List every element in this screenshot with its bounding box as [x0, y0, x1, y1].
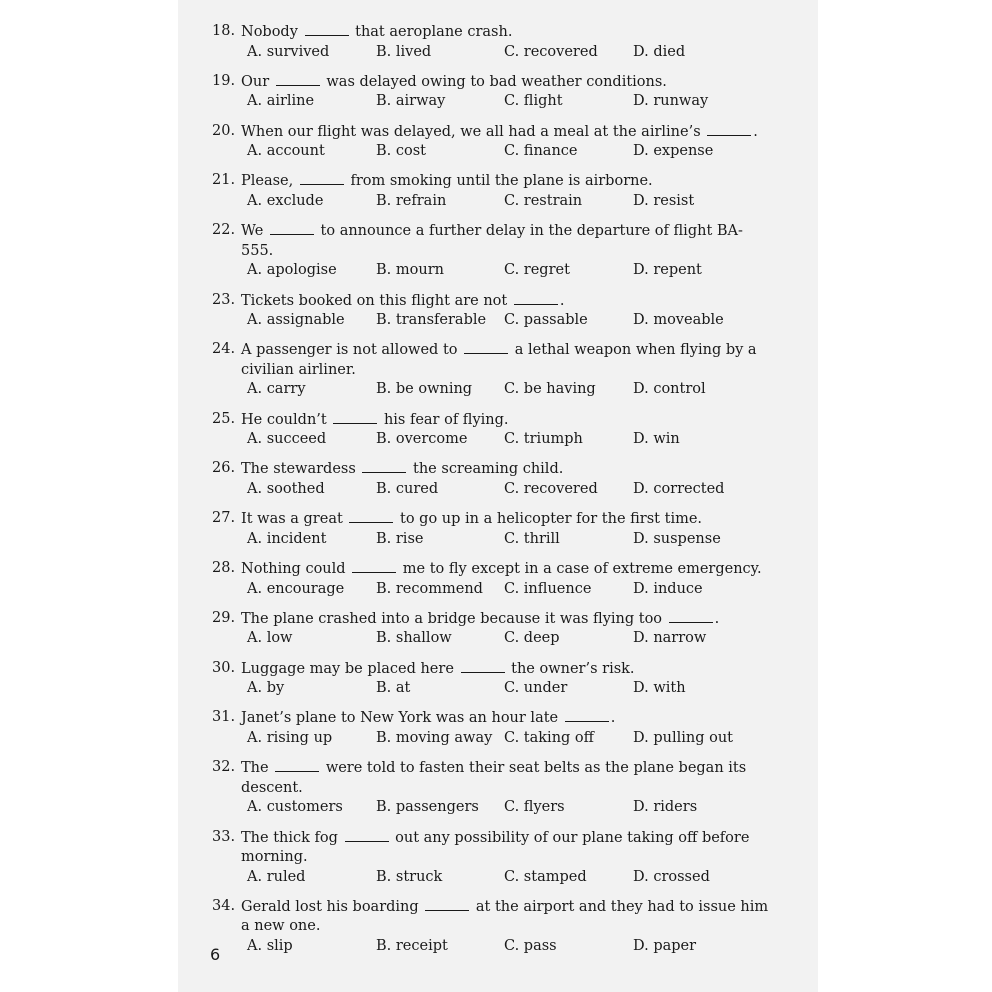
option-a[interactable]: A. ruled	[247, 868, 306, 885]
answer-blank[interactable]	[425, 897, 469, 911]
question-text: He couldn’t his fear of flying.	[241, 411, 509, 428]
question-24	[212, 340, 772, 400]
option-c[interactable]: C. deep	[504, 630, 560, 647]
option-d[interactable]: D. paper	[633, 938, 697, 955]
question-text: Janet’s plane to New York was an hour late .	[241, 710, 616, 727]
option-a[interactable]: A. soothed	[247, 481, 325, 498]
answer-blank[interactable]	[464, 340, 508, 354]
question-list	[212, 22, 772, 957]
option-b[interactable]: B. passengers	[376, 799, 479, 816]
option-b[interactable]: B. struck	[376, 868, 443, 885]
question-28	[212, 559, 772, 599]
question-text: We to announce a further delay in the departure of flight BA-555.	[241, 223, 743, 259]
question-number: 21.	[212, 172, 236, 189]
option-b[interactable]: B. cured	[376, 481, 439, 498]
option-c[interactable]: C. triumph	[504, 431, 583, 448]
answer-blank[interactable]	[461, 659, 505, 673]
option-a[interactable]: A. rising up	[247, 729, 333, 746]
answer-blank[interactable]	[349, 509, 393, 523]
option-b[interactable]: B. rise	[376, 530, 424, 547]
answer-blank[interactable]	[300, 171, 344, 185]
answer-blank[interactable]	[345, 828, 389, 842]
question-number: 33.	[212, 828, 236, 845]
option-c[interactable]: C. flyers	[504, 799, 565, 816]
answer-blank[interactable]	[275, 758, 319, 772]
answer-blank[interactable]	[276, 72, 320, 86]
option-b[interactable]: B. shallow	[376, 630, 452, 647]
question-21	[212, 171, 772, 211]
option-b[interactable]: B. lived	[376, 43, 432, 60]
question-text: The plane crashed into a bridge because it was flying too .	[241, 610, 720, 627]
answer-blank[interactable]	[514, 291, 558, 305]
answer-blank[interactable]	[565, 708, 609, 722]
option-d[interactable]: D. died	[633, 43, 686, 60]
option-d[interactable]: D. control	[633, 381, 706, 398]
question-text: Tickets booked on this flight are not .	[241, 292, 565, 309]
option-d[interactable]: D. crossed	[633, 868, 710, 885]
option-d[interactable]: D. induce	[633, 580, 703, 597]
option-a[interactable]: A. slip	[247, 938, 293, 955]
page-number: 6	[210, 945, 221, 964]
option-b[interactable]: B. at	[376, 680, 411, 697]
option-a[interactable]: A. apologise	[247, 262, 337, 279]
question-text: A passenger is not allowed to a lethal weapon when flying by a civilian airliner.	[241, 342, 757, 378]
option-c[interactable]: C. pass	[504, 938, 557, 955]
option-c[interactable]: C. passable	[504, 312, 588, 329]
question-text: The thick fog out any possibility of our plane taking off before morning.	[241, 829, 750, 866]
question-33	[212, 828, 772, 888]
option-c[interactable]: C. taking off	[504, 729, 594, 746]
option-c[interactable]: C. be having	[504, 381, 596, 398]
question-number: 18.	[212, 23, 236, 39]
option-d[interactable]: D. expense	[633, 143, 714, 160]
option-d[interactable]: D. runway	[633, 93, 709, 110]
question-number: 24.	[212, 341, 236, 358]
option-c[interactable]: C. under	[504, 680, 568, 697]
question-text: It was a great to go up in a helicopter for the first time.	[241, 511, 703, 528]
question-text: The stewardess the screaming child.	[241, 461, 564, 478]
question-text: Gerald lost his boarding at the airport and they had to issue him a new one.	[241, 898, 769, 935]
question-number: 29.	[212, 609, 236, 626]
answer-blank[interactable]	[270, 221, 314, 235]
option-a[interactable]: A. customers	[247, 799, 343, 816]
question-text: Luggage may be placed here the owner’s risk.	[241, 660, 635, 677]
question-18	[212, 22, 772, 62]
option-b[interactable]: B. refrain	[376, 192, 447, 209]
option-c[interactable]: C. restrain	[504, 192, 583, 209]
option-a[interactable]: A. by	[247, 680, 285, 697]
option-b[interactable]: B. be owning	[376, 381, 473, 398]
question-text: Please, from smoking until the plane is airborne.	[241, 173, 653, 190]
question-number: 27.	[212, 510, 236, 527]
option-a[interactable]: A. survived	[247, 43, 330, 60]
option-a[interactable]: A. exclude	[247, 192, 324, 209]
option-c[interactable]: C. recovered	[504, 481, 598, 498]
answer-blank[interactable]	[669, 609, 713, 623]
option-a[interactable]: A. account	[247, 143, 325, 160]
option-c[interactable]: C. influence	[504, 580, 592, 597]
option-a[interactable]: A. encourage	[247, 580, 345, 597]
option-c[interactable]: C. thrill	[504, 530, 560, 547]
question-text: Nothing could me to fly except in a case of extreme emergency.	[241, 561, 762, 577]
question-number: 19.	[212, 72, 236, 89]
question-number: 23.	[212, 291, 236, 308]
question-number: 30.	[212, 659, 236, 676]
option-c[interactable]: C. finance	[504, 143, 578, 160]
question-26	[212, 459, 772, 499]
question-19	[212, 72, 772, 112]
question-32	[212, 758, 772, 818]
question-number: 26.	[212, 460, 236, 477]
option-b[interactable]: B. transferable	[376, 312, 487, 329]
question-text: When our flight was delayed, we all had a meal at the airline’s .	[241, 123, 758, 140]
option-d[interactable]: D. repent	[633, 262, 702, 279]
question-34	[212, 897, 772, 957]
option-d[interactable]: D. resist	[633, 192, 695, 209]
option-c[interactable]: C. recovered	[504, 43, 598, 60]
question-20	[212, 122, 772, 162]
question-number: 31.	[212, 709, 236, 726]
question-22	[212, 221, 772, 281]
option-d[interactable]: D. corrected	[633, 481, 725, 498]
option-a[interactable]: A. assignable	[247, 312, 345, 329]
question-number: 20.	[212, 122, 236, 139]
option-d[interactable]: D. moveable	[633, 312, 724, 329]
answer-blank[interactable]	[352, 559, 396, 573]
answer-blank[interactable]	[333, 410, 377, 424]
option-d[interactable]: D. with	[633, 680, 686, 697]
option-c[interactable]: C. stamped	[504, 868, 587, 885]
question-25	[212, 410, 772, 450]
option-a[interactable]: A. low	[247, 630, 293, 647]
option-b[interactable]: B. receipt	[376, 938, 448, 955]
option-a[interactable]: A. airline	[247, 93, 315, 110]
question-number: 25.	[212, 410, 236, 427]
option-b[interactable]: B. airway	[376, 93, 446, 110]
option-b[interactable]: B. recommend	[376, 580, 483, 597]
option-c[interactable]: C. regret	[504, 262, 570, 279]
option-d[interactable]: D. suspense	[633, 530, 721, 547]
option-c[interactable]: C. flight	[504, 93, 563, 110]
question-number: 34.	[212, 897, 236, 914]
question-number: 22.	[212, 222, 236, 239]
option-a[interactable]: A. incident	[247, 530, 327, 547]
question-31	[212, 708, 772, 748]
question-number: 32.	[212, 759, 236, 776]
option-d[interactable]: D. narrow	[633, 630, 707, 647]
option-a[interactable]: A. carry	[247, 381, 306, 398]
question-text: Nobody that aeroplane crash.	[241, 24, 513, 40]
question-text: Our was delayed owing to bad weather conditions.	[241, 73, 667, 90]
option-b[interactable]: B. moving away	[376, 729, 493, 746]
question-29	[212, 609, 772, 649]
question-number: 28.	[212, 560, 236, 576]
option-d[interactable]: D. win	[633, 431, 680, 448]
question-23	[212, 291, 772, 331]
option-a[interactable]: A. succeed	[247, 431, 327, 448]
option-b[interactable]: B. overcome	[376, 431, 468, 448]
option-b[interactable]: B. mourn	[376, 262, 444, 279]
question-text: The were told to fasten their seat belts as the plane began its descent.	[241, 760, 747, 796]
answer-blank[interactable]	[707, 122, 751, 136]
question-30	[212, 659, 772, 699]
option-b[interactable]: B. cost	[376, 143, 426, 160]
option-d[interactable]: D. pulling out	[633, 729, 733, 746]
question-27	[212, 509, 772, 549]
answer-blank[interactable]	[362, 459, 406, 473]
option-d[interactable]: D. riders	[633, 799, 698, 816]
answer-blank[interactable]	[305, 22, 349, 36]
